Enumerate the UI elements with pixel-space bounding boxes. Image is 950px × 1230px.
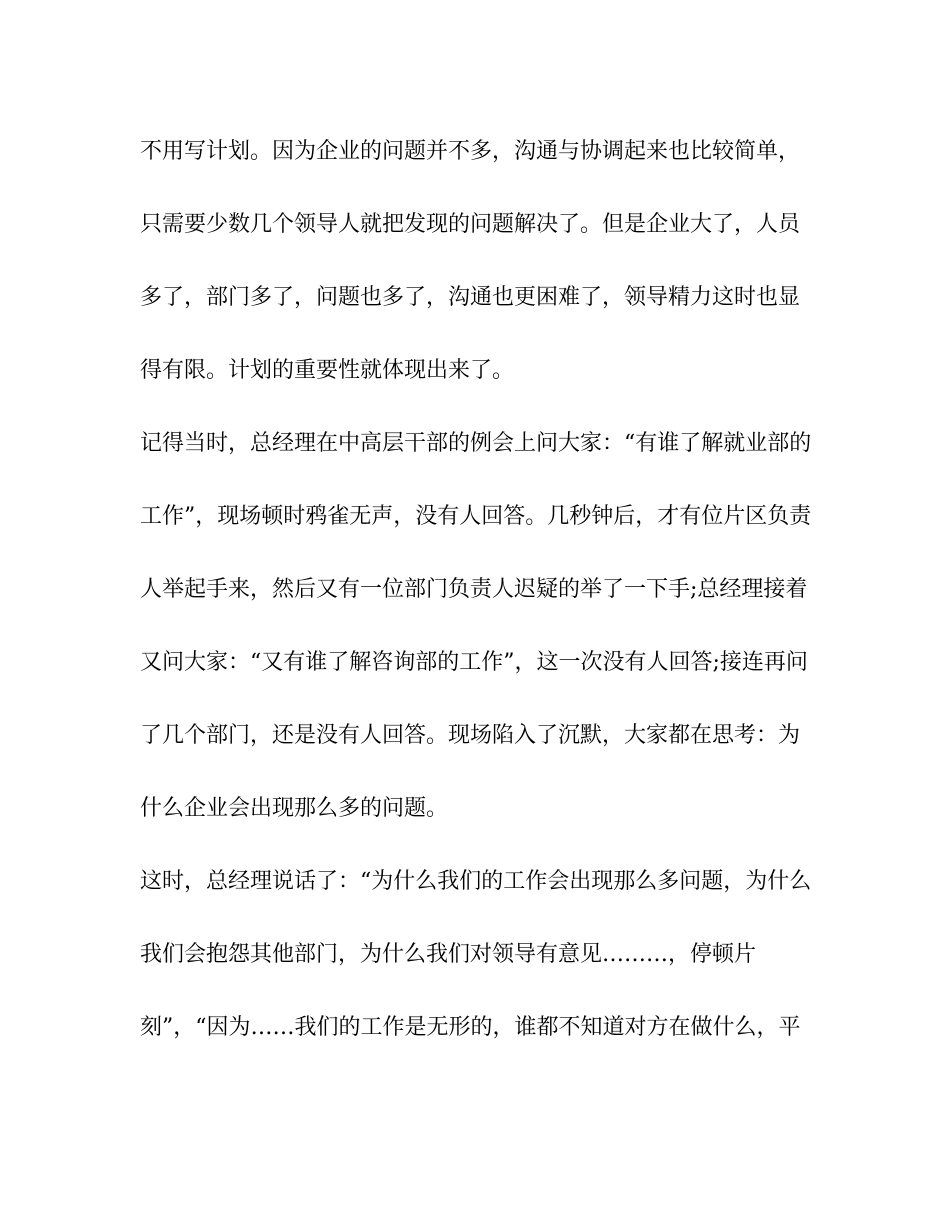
- text-line: 又问大家：“又有谁了解咨询部的工作”，这一次没有人回答;接连再问: [140, 650, 808, 675]
- text-line: 了几个部门，还是没有人回答。现场陷入了沉默，大家都在思考：为: [140, 723, 801, 748]
- text-line: 不用写计划。因为企业的问题并不多，沟通与协调起来也比较简单，: [140, 139, 801, 164]
- text-line: 多了，部门多了，问题也多了，沟通也更困难了，领导精力这时也显: [140, 285, 801, 310]
- text-line: 这时，总经理说话了：“为什么我们的工作会出现那么多问题，为什么: [140, 869, 812, 894]
- text-line: 人举起手来，然后又有一位部门负责人迟疑的举了一下手;总经理接着: [140, 577, 808, 602]
- text-line: 我们会抱怨其他部门，为什么我们对领导有意见………，停顿片: [140, 942, 757, 967]
- text-line: 工作”，现场顿时鸦雀无声，没有人回答。几秒钟后，才有位片区负责: [140, 504, 812, 529]
- text-line: 只需要少数几个领导人就把发现的问题解决了。但是企业大了，人员: [140, 212, 801, 237]
- text-line: 什么企业会出现那么多的问题。: [140, 796, 449, 821]
- text-line: 记得当时，总经理在中高层干部的例会上问大家：“有谁了解就业部的: [140, 431, 812, 456]
- text-line: 刻”，“因为……我们的工作是无形的，谁都不知道对方在做什么，平: [140, 1015, 801, 1040]
- text-line: 得有限。计划的重要性就体现出来了。: [140, 358, 515, 383]
